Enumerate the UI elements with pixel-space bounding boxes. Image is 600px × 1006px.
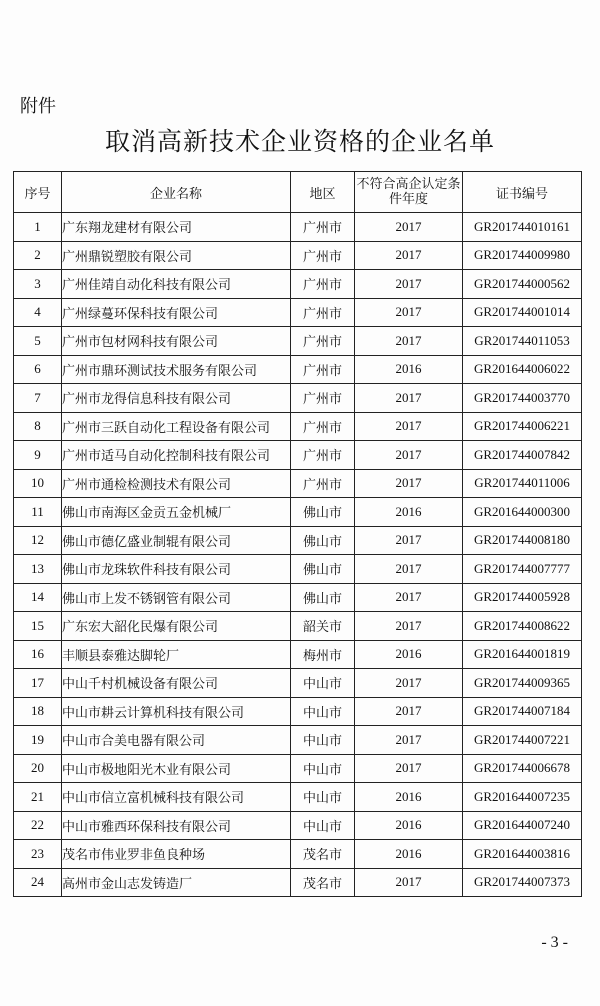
cell-no: 16 — [14, 640, 62, 669]
cell-cert: GR201644003816 — [463, 840, 582, 869]
table-row — [14, 498, 582, 527]
table-row — [14, 697, 582, 726]
table-header-row — [14, 172, 582, 213]
cell-company: 广州市龙得信息科技有限公司 — [62, 384, 291, 413]
cell-company: 佛山市上发不锈钢管有限公司 — [62, 583, 291, 612]
cell-company: 广州市鼎环测试技术服务有限公司 — [62, 355, 291, 384]
cell-year: 2017 — [355, 441, 463, 470]
cell-year: 2016 — [355, 498, 463, 527]
table-row — [14, 270, 582, 299]
cell-cert: GR201744010161 — [463, 213, 582, 242]
cell-company: 广州市通检检测技术有限公司 — [62, 469, 291, 498]
cell-no: 19 — [14, 726, 62, 755]
cell-cert: GR201744008180 — [463, 526, 582, 555]
cell-year: 2016 — [355, 840, 463, 869]
cell-area: 梅州市 — [291, 640, 355, 669]
cell-area: 佛山市 — [291, 583, 355, 612]
cell-area: 广州市 — [291, 241, 355, 270]
cell-cert: GR201744007777 — [463, 555, 582, 584]
cell-year: 2017 — [355, 612, 463, 641]
header-company: 企业名称 — [62, 172, 291, 213]
cell-year: 2017 — [355, 213, 463, 242]
cell-company: 中山千村机械设备有限公司 — [62, 669, 291, 698]
table-row — [14, 213, 582, 242]
cell-cert: GR201744000562 — [463, 270, 582, 299]
cell-area: 茂名市 — [291, 868, 355, 897]
cell-no: 23 — [14, 840, 62, 869]
cell-company: 中山市耕云计算机科技有限公司 — [62, 697, 291, 726]
cell-cert: GR201644006022 — [463, 355, 582, 384]
table-row — [14, 412, 582, 441]
table-row — [14, 469, 582, 498]
cell-area: 中山市 — [291, 754, 355, 783]
cell-company: 中山市雅西环保科技有限公司 — [62, 811, 291, 840]
cell-company: 佛山市南海区金贡五金机械厂 — [62, 498, 291, 527]
cell-cert: GR201744007373 — [463, 868, 582, 897]
cell-no: 17 — [14, 669, 62, 698]
attachment-label: 附件 — [20, 96, 56, 117]
cell-year: 2017 — [355, 754, 463, 783]
cell-company: 广州市适马自动化控制科技有限公司 — [62, 441, 291, 470]
page-number: - 3 - — [541, 934, 568, 951]
cell-year: 2017 — [355, 469, 463, 498]
header-criteria: 不符合高企认定条件年度 — [355, 172, 463, 213]
cell-year: 2017 — [355, 669, 463, 698]
cell-no: 1 — [14, 213, 62, 242]
cell-cert: GR201744008622 — [463, 612, 582, 641]
cell-cert: GR201744007842 — [463, 441, 582, 470]
cell-no: 9 — [14, 441, 62, 470]
company-table — [13, 171, 582, 897]
cell-company: 广州绿蔓环保科技有限公司 — [62, 298, 291, 327]
cell-cert: GR201744009365 — [463, 669, 582, 698]
cell-area: 韶关市 — [291, 612, 355, 641]
table-row — [14, 783, 582, 812]
cell-year: 2016 — [355, 811, 463, 840]
table-row — [14, 241, 582, 270]
cell-no: 12 — [14, 526, 62, 555]
cell-no: 8 — [14, 412, 62, 441]
table-row — [14, 298, 582, 327]
cell-no: 15 — [14, 612, 62, 641]
table-row — [14, 327, 582, 356]
cell-no: 24 — [14, 868, 62, 897]
cell-no: 3 — [14, 270, 62, 299]
cell-company: 广州市三跃自动化工程设备有限公司 — [62, 412, 291, 441]
cell-company: 丰顺县泰雅达脚轮厂 — [62, 640, 291, 669]
table-row — [14, 555, 582, 584]
cell-area: 佛山市 — [291, 498, 355, 527]
cell-cert: GR201644001819 — [463, 640, 582, 669]
cell-area: 广州市 — [291, 298, 355, 327]
cell-area: 广州市 — [291, 441, 355, 470]
cell-company: 广州市包材网科技有限公司 — [62, 327, 291, 356]
cell-cert: GR201644007240 — [463, 811, 582, 840]
table-row — [14, 669, 582, 698]
cell-area: 广州市 — [291, 355, 355, 384]
cell-area: 广州市 — [291, 213, 355, 242]
header-cert: 证书编号 — [463, 172, 582, 213]
table-row — [14, 811, 582, 840]
table-row — [14, 640, 582, 669]
table-row — [14, 754, 582, 783]
cell-year: 2017 — [355, 298, 463, 327]
cell-year: 2017 — [355, 270, 463, 299]
cell-year: 2016 — [355, 783, 463, 812]
table-row — [14, 612, 582, 641]
cell-no: 6 — [14, 355, 62, 384]
cell-area: 佛山市 — [291, 555, 355, 584]
cell-year: 2017 — [355, 726, 463, 755]
cell-company: 中山市极地阳光木业有限公司 — [62, 754, 291, 783]
cell-company: 中山市合美电器有限公司 — [62, 726, 291, 755]
cell-area: 广州市 — [291, 384, 355, 413]
cell-cert: GR201744009980 — [463, 241, 582, 270]
cell-no: 21 — [14, 783, 62, 812]
cell-company: 广东翔龙建材有限公司 — [62, 213, 291, 242]
cell-cert: GR201744005928 — [463, 583, 582, 612]
cell-year: 2017 — [355, 526, 463, 555]
table-row — [14, 441, 582, 470]
cell-company: 茂名市伟业罗非鱼良种场 — [62, 840, 291, 869]
cell-company: 高州市金山志发铸造厂 — [62, 868, 291, 897]
cell-company: 广州佳靖自动化科技有限公司 — [62, 270, 291, 299]
cell-no: 22 — [14, 811, 62, 840]
cell-cert: GR201744003770 — [463, 384, 582, 413]
cell-area: 中山市 — [291, 783, 355, 812]
cell-year: 2016 — [355, 640, 463, 669]
table-row — [14, 526, 582, 555]
cell-no: 14 — [14, 583, 62, 612]
cell-year: 2017 — [355, 583, 463, 612]
table-row — [14, 726, 582, 755]
cell-area: 中山市 — [291, 669, 355, 698]
cell-company: 广州鼎锐塑胶有限公司 — [62, 241, 291, 270]
cell-area: 佛山市 — [291, 526, 355, 555]
cell-area: 中山市 — [291, 811, 355, 840]
table-row — [14, 868, 582, 897]
cell-area: 广州市 — [291, 412, 355, 441]
cell-year: 2017 — [355, 384, 463, 413]
table-row — [14, 384, 582, 413]
table-row — [14, 583, 582, 612]
cell-no: 20 — [14, 754, 62, 783]
cell-year: 2017 — [355, 697, 463, 726]
cell-year: 2017 — [355, 412, 463, 441]
cell-area: 广州市 — [291, 270, 355, 299]
cell-no: 11 — [14, 498, 62, 527]
cell-company: 佛山市龙珠软件科技有限公司 — [62, 555, 291, 584]
cell-no: 7 — [14, 384, 62, 413]
header-no: 序号 — [14, 172, 62, 213]
cell-area: 广州市 — [291, 327, 355, 356]
cell-year: 2017 — [355, 241, 463, 270]
table-row — [14, 840, 582, 869]
cell-area: 中山市 — [291, 726, 355, 755]
cell-cert: GR201744011053 — [463, 327, 582, 356]
cell-area: 中山市 — [291, 697, 355, 726]
cell-area: 广州市 — [291, 469, 355, 498]
cell-year: 2017 — [355, 555, 463, 584]
cell-cert: GR201744011006 — [463, 469, 582, 498]
cell-company: 佛山市德亿盛业制辊有限公司 — [62, 526, 291, 555]
cell-year: 2017 — [355, 868, 463, 897]
cell-company: 中山市信立富机械科技有限公司 — [62, 783, 291, 812]
cell-cert: GR201744006678 — [463, 754, 582, 783]
table-row — [14, 355, 582, 384]
cell-year: 2016 — [355, 355, 463, 384]
cell-year: 2017 — [355, 327, 463, 356]
cell-area: 茂名市 — [291, 840, 355, 869]
header-area: 地区 — [291, 172, 355, 213]
cell-cert: GR201744001014 — [463, 298, 582, 327]
cell-cert: GR201644007235 — [463, 783, 582, 812]
cell-no: 5 — [14, 327, 62, 356]
cell-cert: GR201744007184 — [463, 697, 582, 726]
cell-cert: GR201744007221 — [463, 726, 582, 755]
cell-no: 18 — [14, 697, 62, 726]
cell-no: 13 — [14, 555, 62, 584]
cell-cert: GR201644000300 — [463, 498, 582, 527]
cell-no: 2 — [14, 241, 62, 270]
cell-no: 10 — [14, 469, 62, 498]
cell-no: 4 — [14, 298, 62, 327]
cell-company: 广东宏大韶化民爆有限公司 — [62, 612, 291, 641]
cell-cert: GR201744006221 — [463, 412, 582, 441]
document-title: 取消高新技术企业资格的企业名单 — [104, 127, 495, 156]
